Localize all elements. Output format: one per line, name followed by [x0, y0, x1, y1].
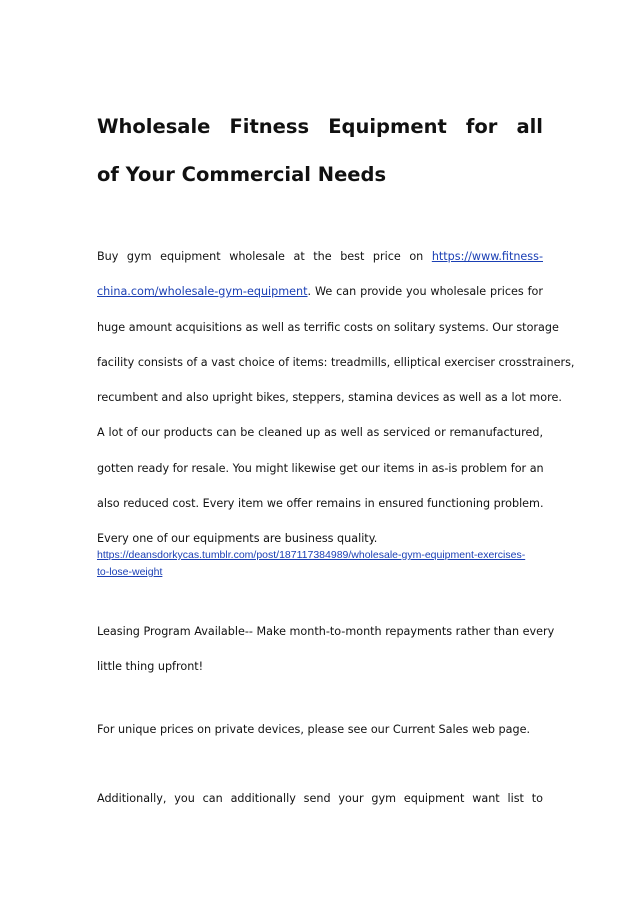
fitness-china-link[interactable]: https://www.fitness- — [431, 250, 543, 263]
unique-prices-paragraph — [97, 723, 543, 758]
intro-line-8: also reduced cost. Every item we offer remains in ensured functioning problem. — [97, 497, 544, 511]
intro-line-6: A lot of our products can be cleaned up as well as serviced or remanufactured, — [97, 426, 543, 440]
tumblr-link-block — [97, 547, 543, 581]
leasing-paragraph — [97, 625, 555, 696]
intro-line-9: Every one of our equipments are business quality. — [97, 532, 378, 546]
intro-paragraph — [97, 250, 575, 568]
title-line-2: of Your Commercial Needs — [97, 163, 387, 186]
intro-line-3: huge amount acquisitions as well as terrific costs on solitary systems. Our storage — [97, 320, 559, 334]
document-title — [97, 103, 543, 199]
leasing-line-1: Leasing Program Available-- Make month-to-month repayments rather than every — [97, 625, 555, 638]
intro-line-2-text: . We can provide you wholesale prices for — [307, 285, 543, 299]
tumblr-link-line-1[interactable]: https://deansdorkycas.tumblr.com/post/187117384989/wholesale-gym-equipment-exercises- — [97, 549, 526, 561]
intro-line-1-text: Buy gym equipment wholesale at the best price on — [97, 250, 432, 263]
title-line-1: Wholesale Fitness Equipment for all — [97, 115, 543, 138]
additionally-paragraph — [97, 792, 543, 827]
tumblr-link-line-2[interactable]: to-lose-weight — [97, 566, 163, 578]
additionally-line: Additionally, you can additionally send your gym equipment want list to — [97, 792, 543, 805]
leasing-line-2: little thing upfront! — [97, 660, 204, 674]
intro-line-1 — [97, 250, 543, 285]
fitness-china-link-continued[interactable]: china.com/wholesale-gym-equipment — [97, 285, 308, 299]
intro-line-4: facility consists of a vast choice of items: treadmills, elliptical exerciser crosstrainers, — [97, 355, 575, 369]
intro-line-5: recumbent and also upright bikes, steppers, stamina devices as well as a lot more. — [97, 391, 562, 405]
intro-line-7: gotten ready for resale. You might likewise get our items in as-is problem for an — [97, 461, 544, 475]
unique-prices-line: For unique prices on private devices, please see our Current Sales web page. — [97, 723, 531, 736]
intro-line-2 — [97, 285, 543, 320]
